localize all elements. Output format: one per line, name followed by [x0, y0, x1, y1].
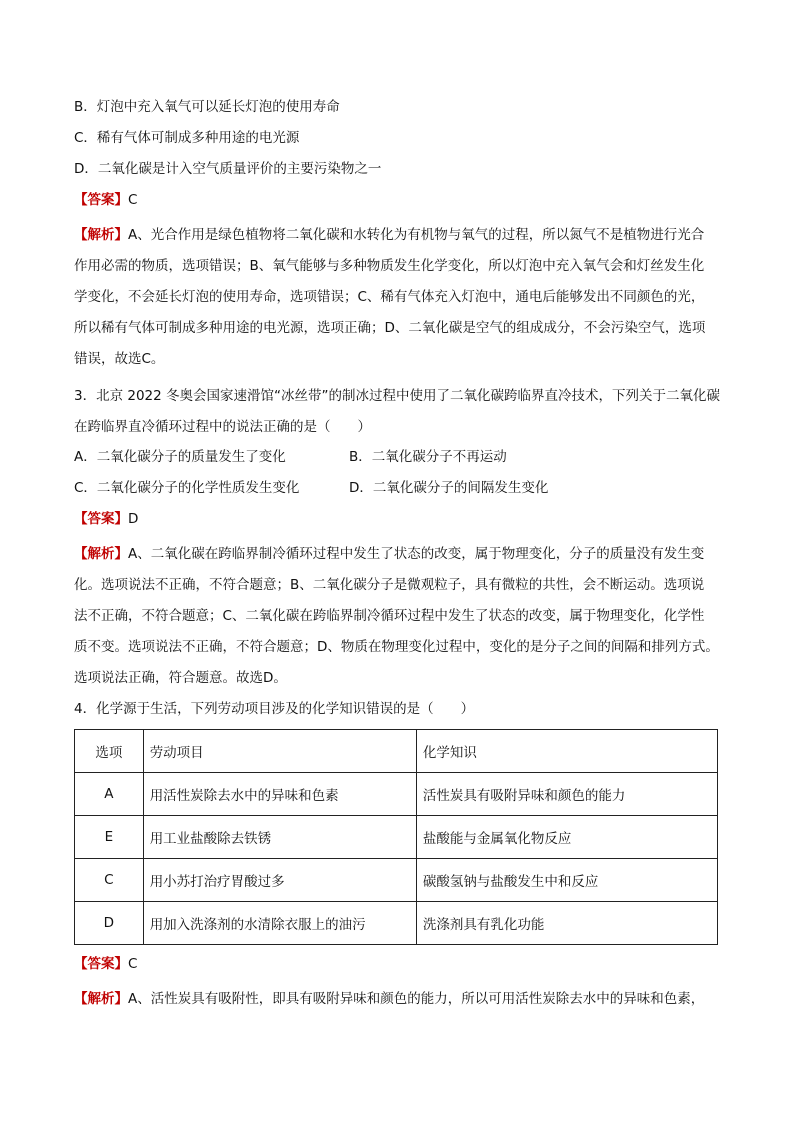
table-row — [75, 859, 718, 902]
option-d-prev: D．二氧化碳是计入空气质量评价的主要污染物之一 — [74, 161, 382, 177]
table-cell: D — [75, 902, 144, 945]
q2-analysis — [74, 220, 726, 375]
table-cell: 用加入洗涤剂的水清除衣服上的油污 — [143, 902, 416, 945]
q4-analysis — [74, 984, 726, 1015]
q4-table — [74, 729, 718, 945]
q3-answer — [74, 508, 726, 530]
q3-stem — [74, 381, 726, 443]
analysis-line: A、二氧化碳在跨临界制冷循环过程中发生了状态的改变，属于物理变化，分子的质量没有发生变 — [128, 546, 705, 562]
table-cell: C — [75, 859, 144, 902]
table-cell: 碳酸氢钠与盐酸发生中和反应 — [416, 859, 717, 902]
analysis-line: 法不正确，不符合题意；C、二氧化碳在跨临界制冷循环过程中发生了状态的改变，属于物理变化，化学性 — [74, 608, 705, 624]
analysis-line: 学变化，不会延长灯泡的使用寿命，选项错误；C、稀有气体充入灯泡中，通电后能够发出不同颜色的光， — [74, 289, 705, 305]
analysis-line: 选项说法正确，符合题意。故选D。 — [74, 670, 287, 686]
table-header-cell: 选项 — [75, 730, 144, 773]
analysis-line: 质不变。选项说法不正确，不符合题意；D、物质在物理变化过程中，变化的是分子之间的间隔和排列方式。 — [74, 639, 719, 655]
table-cell: 用工业盐酸除去铁锈 — [143, 816, 416, 859]
stem-line: 在跨临界直冷循环过程中的说法正确的是（ ） — [74, 419, 371, 435]
answer-value: C — [128, 192, 138, 208]
stem-line: 3．北京 2022 冬奥会国家速滑馆“冰丝带”的制冰过程中使用了二氧化碳跨临界直冷技术，下列关于二氧化碳 — [74, 388, 721, 404]
answer-label: 【答案】 — [74, 511, 128, 527]
table-cell: 活性炭具有吸附异味和颜色的能力 — [416, 773, 717, 816]
q3-option-d: D．二氧化碳分子的间隔发生变化 — [349, 480, 549, 496]
analysis-line: 化。选项说法不正确，不符合题意；B、二氧化碳分子是微观粒子，具有微粒的共性，会不断运动。选项说 — [74, 577, 705, 593]
analysis-line: A、光合作用是绿色植物将二氧化碳和水转化为有机物与氧气的过程，所以氮气不是植物进行光合 — [128, 227, 705, 243]
answer-label: 【答案】 — [74, 192, 128, 208]
table-cell: 用小苏打治疗胃酸过多 — [143, 859, 416, 902]
table-row — [75, 773, 718, 816]
option-b-prev: B．灯泡中充入氧气可以延长灯泡的使用寿命 — [74, 99, 340, 115]
table-header-cell: 化学知识 — [416, 730, 717, 773]
analysis-label: 【解析】 — [74, 546, 128, 562]
q3-options-row-1 — [74, 446, 726, 468]
analysis-line: 所以稀有气体可制成多种用途的电光源，选项正确；D、二氧化碳是空气的组成成分，不会污染空气，选项 — [74, 320, 706, 336]
q3-option-c: C．二氧化碳分子的化学性质发生变化 — [74, 480, 300, 496]
q4-stem: 4．化学源于生活，下列劳动项目涉及的化学知识错误的是（ ） — [74, 701, 475, 717]
q3-option-a: A．二氧化碳分子的质量发生了变化 — [74, 449, 286, 465]
q2-answer — [74, 189, 726, 211]
table-cell: A — [75, 773, 144, 816]
table-row — [75, 816, 718, 859]
table-cell: 洗涤剂具有乳化功能 — [416, 902, 717, 945]
analysis-label: 【解析】 — [74, 227, 128, 243]
table-header-row — [75, 730, 718, 773]
q4-answer — [74, 953, 726, 975]
analysis-line: A、活性炭具有吸附性，即具有吸附异味和颜色的能力，所以可用活性炭除去水中的异味和色素， — [128, 991, 705, 1007]
option-c-prev: C．稀有气体可制成多种用途的电光源 — [74, 130, 300, 146]
table-cell: E — [75, 816, 144, 859]
table-row — [75, 902, 718, 945]
table-cell: 盐酸能与金属氧化物反应 — [416, 816, 717, 859]
table-cell: 用活性炭除去水中的异味和色素 — [143, 773, 416, 816]
answer-value: D — [128, 511, 139, 527]
answer-value: C — [128, 956, 138, 972]
answer-label: 【答案】 — [74, 956, 128, 972]
q3-option-b: B．二氧化碳分子不再运动 — [349, 449, 507, 465]
analysis-line: 作用必需的物质，选项错误；B、氧气能够与多种物质发生化学变化，所以灯泡中充入氧气会和灯丝发生化 — [74, 258, 705, 274]
table-header-cell: 劳动项目 — [143, 730, 416, 773]
page-content — [74, 96, 726, 1015]
analysis-line: 错误，故选C。 — [74, 351, 165, 367]
q3-options-row-2 — [74, 477, 726, 499]
analysis-label: 【解析】 — [74, 991, 128, 1007]
q3-analysis — [74, 539, 726, 694]
